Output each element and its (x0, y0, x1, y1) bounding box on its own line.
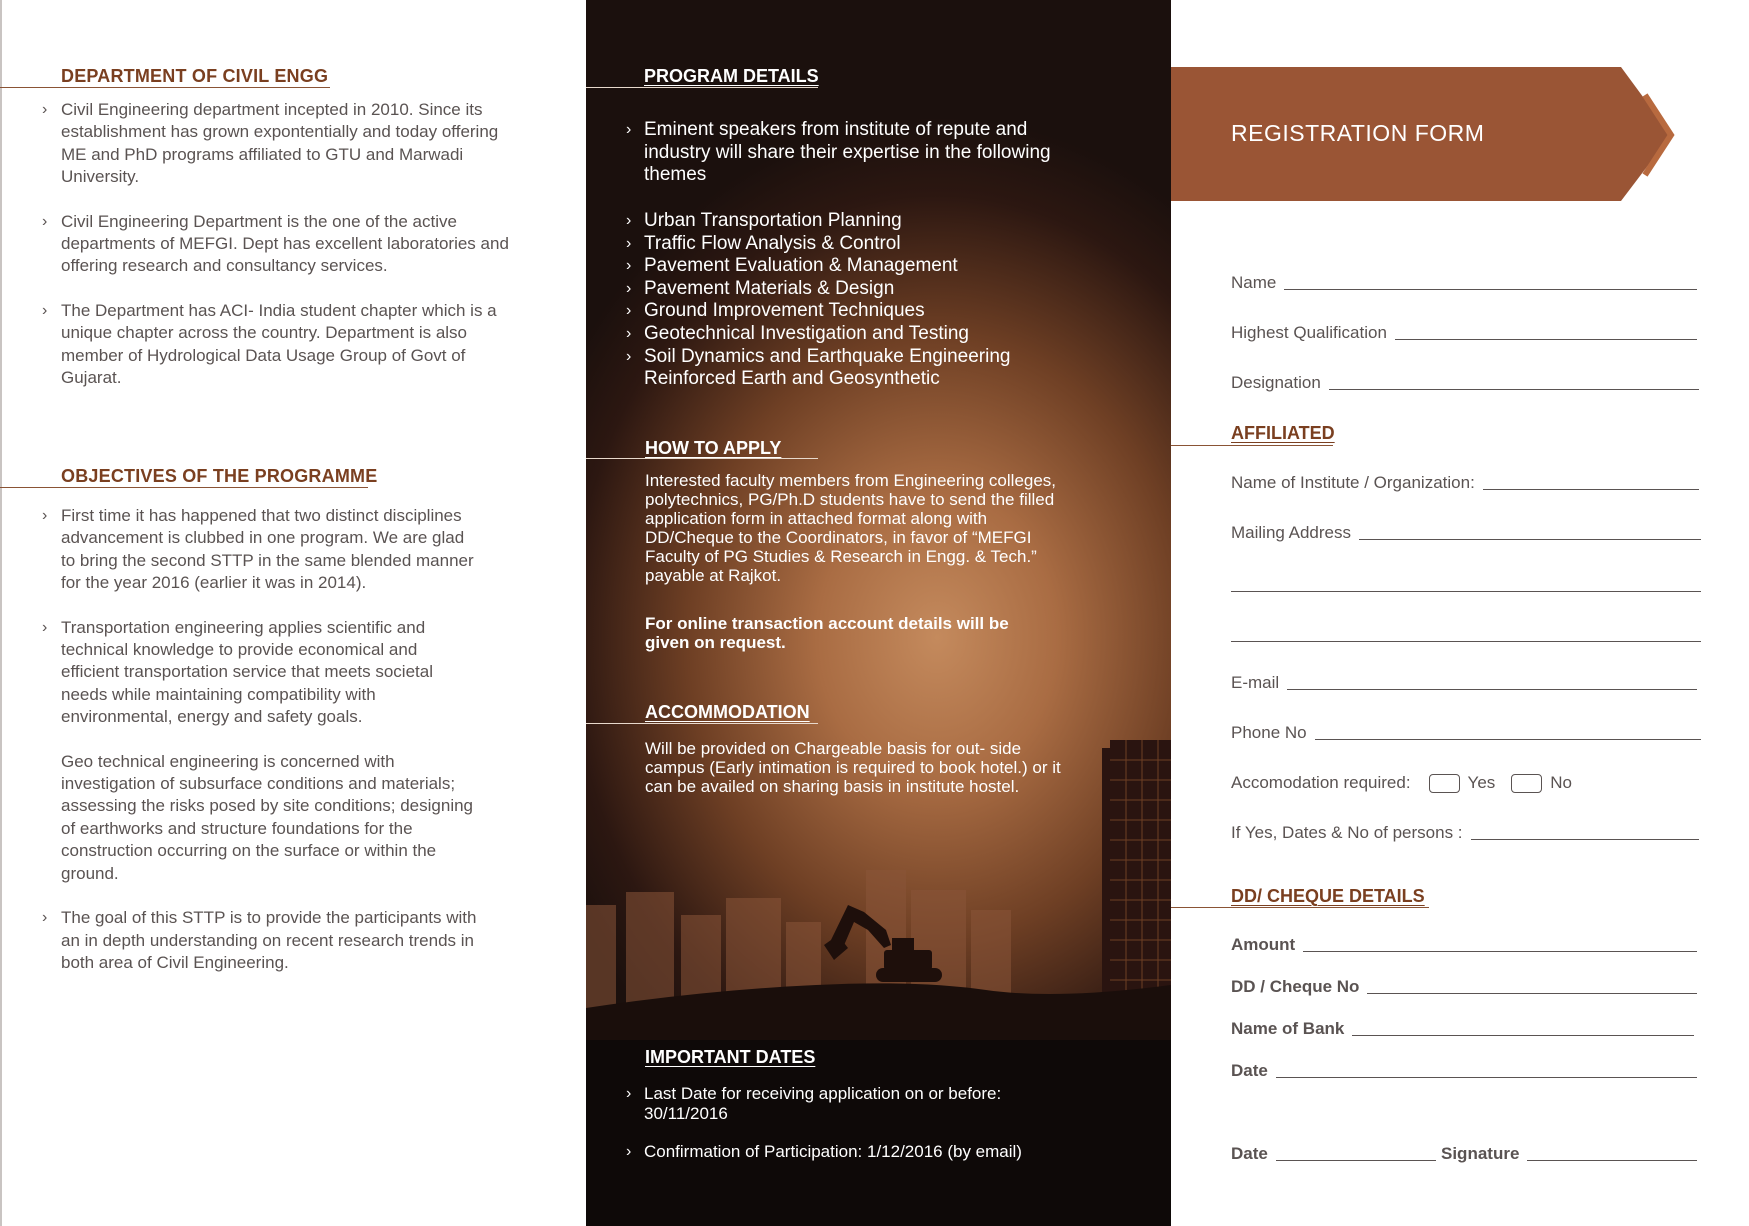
accommodation-heading-rule (586, 723, 818, 724)
persons-field[interactable]: If Yes, Dates & No of persons : (1231, 823, 1699, 843)
institute-field[interactable]: Name of Institute / Organization: (1231, 473, 1699, 493)
list-item: › Urban Transportation Planning (626, 210, 902, 231)
list-item: › Civil Engineering department incepted in 2010. Since its establishment has grown expontentially and today offering ME and PhD programs affiliated to GTU and Marwadi University. (42, 100, 499, 187)
amount-line[interactable] (1303, 950, 1697, 952)
accommodation-text: Will be provided on Chargeable basis for out- side campus (Early intimation is required to book hotel.) or it can be availed on sharing basis in institute hostel. (645, 739, 1061, 796)
chevron-right-icon: › (626, 302, 632, 320)
list-item: › Pavement Materials & Design (626, 277, 895, 299)
cheque-no-line[interactable] (1367, 992, 1697, 994)
objectives-heading: OBJECTIVES OF THE PROGRAMME (61, 466, 378, 486)
bank-name-line[interactable] (1352, 1034, 1694, 1036)
accommodation-heading: ACCOMMODATION (645, 702, 810, 722)
mailing-address-line[interactable] (1359, 538, 1701, 540)
accommodation-required-row: Accomodation required: Yes No (1231, 773, 1573, 792)
dates-list (626, 1084, 1066, 1162)
building-under-construction (1102, 740, 1171, 1000)
qualification-line[interactable] (1395, 338, 1697, 340)
date-field[interactable]: Date (1231, 1061, 1697, 1081)
date-line[interactable] (1276, 1076, 1697, 1078)
online-transaction-note: For online transaction account details will be given on request. (645, 614, 1009, 652)
chevron-right-icon: › (626, 1085, 632, 1102)
chevron-right-icon: › (42, 301, 48, 319)
chevron-right-icon: › (626, 347, 632, 365)
program-intro (626, 119, 1086, 187)
list-item: › Traffic Flow Analysis & Control (626, 232, 901, 254)
chevron-right-icon: › (626, 279, 632, 297)
list-item: › Ground Improvement Techniques (626, 300, 925, 322)
objectives-heading-rule (0, 487, 368, 488)
list-item: › Pavement Evaluation & Management (626, 255, 958, 277)
chevron-right-icon: › (626, 234, 632, 252)
affiliated-heading: AFFILIATED (1231, 423, 1335, 443)
dept-list (40, 99, 520, 411)
themes-list (626, 210, 1106, 391)
phone-field[interactable]: Phone No (1231, 723, 1701, 743)
persons-line[interactable] (1471, 838, 1699, 840)
dd-heading-rule (1171, 907, 1429, 908)
list-item: › Civil Engineering Department is the one of the active departments of MEFGI. Dept has excellent laboratories and offering research and consultancy services. (42, 211, 509, 276)
designation-line[interactable] (1329, 388, 1699, 390)
list-item: › First time it has happened that two distinct disciplines advancement is clubbed in one program. We are glad to bring the second STTP in the same blended manner for the year 2016 (earlier it was in 2014). (42, 506, 474, 593)
chevron-right-icon: › (42, 212, 48, 230)
chevron-right-icon: › (42, 101, 48, 118)
list-item: Reinforced Earth and Geosynthetic (644, 368, 940, 390)
cheque-no-field[interactable]: DD / Cheque No (1231, 977, 1697, 997)
name-line[interactable] (1284, 288, 1697, 290)
middle-panel (586, 0, 1171, 1226)
mailing-address-field[interactable]: Mailing Address (1231, 523, 1701, 543)
chevron-right-icon: › (42, 507, 48, 524)
list-item: › Soil Dynamics and Earthquake Engineering (626, 345, 1011, 367)
objectives-list (40, 505, 480, 996)
dept-heading: DEPARTMENT OF CIVIL ENGG (61, 66, 329, 86)
how-to-apply-heading: HOW TO APPLY (645, 438, 782, 458)
dd-cheque-heading: DD/ CHEQUE DETAILS (1231, 886, 1425, 906)
institute-line[interactable] (1483, 488, 1699, 490)
chevron-right-icon: › (626, 212, 632, 229)
signature-date-field[interactable]: Date (1231, 1144, 1436, 1164)
name-field[interactable]: Name (1231, 273, 1697, 293)
how-to-apply-text: Interested faculty members from Engineering colleges, polytechnics, PG/Ph.D students have to send the filled application form in attached format along with DD/Cheque to the Coordinators, in favor of “MEFGI Faculty of PG Studies & Research in Engg. & Tech.” payable at Rajkot. (645, 471, 1057, 585)
affiliated-heading-rule (1171, 445, 1333, 446)
signature-line[interactable] (1527, 1159, 1697, 1161)
right-panel (1171, 0, 1749, 1226)
important-dates-heading: IMPORTANT DATES (645, 1047, 816, 1067)
list-item: › Confirmation of Participation: 1/12/2016 (by email) (626, 1142, 1022, 1161)
phone-line[interactable] (1315, 738, 1701, 740)
list-item: › The goal of this STTP is to provide the participants with an in depth understanding on recent research trends in both area of Civil Engineering. (42, 908, 477, 972)
mailing-address-line-3[interactable] (1231, 641, 1701, 642)
signature-field[interactable]: Signature (1441, 1144, 1697, 1164)
email-line[interactable] (1287, 688, 1697, 690)
program-details-heading: PROGRAM DETAILS (644, 66, 819, 86)
qualification-field[interactable]: Highest Qualification (1231, 323, 1697, 343)
list-item: › Geotechnical Investigation and Testing (626, 322, 969, 344)
list-item: › The Department has ACI- India student chapter which is a unique chapter across the country. Department is also member of Hydrological Data Usage Group of Govt of Gujarat. (42, 300, 497, 388)
chevron-right-icon: › (626, 257, 632, 275)
chevron-right-icon: › (42, 618, 48, 636)
chevron-right-icon: › (626, 1143, 632, 1160)
no-checkbox[interactable] (1511, 774, 1542, 793)
list-item: › Last Date for receiving application on or before: 30/11/2016 (626, 1084, 1002, 1123)
signature-date-line[interactable] (1276, 1159, 1436, 1161)
chevron-right-icon: › (626, 324, 632, 342)
left-panel (0, 0, 586, 1226)
bank-name-field[interactable]: Name of Bank (1231, 1019, 1694, 1039)
program-heading-rule (586, 87, 818, 88)
designation-field[interactable]: Designation (1231, 373, 1699, 393)
list-item: › Transportation engineering applies scientific and technical knowledge to provide economical and efficient transportation service that meets societal needs while maintaining compatibility with environmental, energy and safety goals. (42, 617, 433, 727)
registration-form-title: REGISTRATION FORM (1231, 120, 1485, 146)
dept-heading-rule (0, 87, 330, 88)
page-edge (0, 0, 2, 1226)
chevron-right-icon: › (626, 121, 632, 138)
list-item: › Eminent speakers from institute of repute and industry will share their expertise in the following themes (626, 119, 1051, 186)
chevron-right-icon: › (42, 909, 48, 927)
mailing-address-line-2[interactable] (1231, 591, 1701, 592)
yes-checkbox[interactable] (1429, 774, 1460, 793)
amount-field[interactable]: Amount (1231, 935, 1697, 955)
list-item: Geo technical engineering is concerned with investigation of subsurface conditions and materials; assessing the risks posed by site conditions; designing of earthworks and structure foundations for the construction occurring on the surface or within the ground. (61, 751, 474, 883)
email-field[interactable]: E-mail (1231, 673, 1697, 693)
